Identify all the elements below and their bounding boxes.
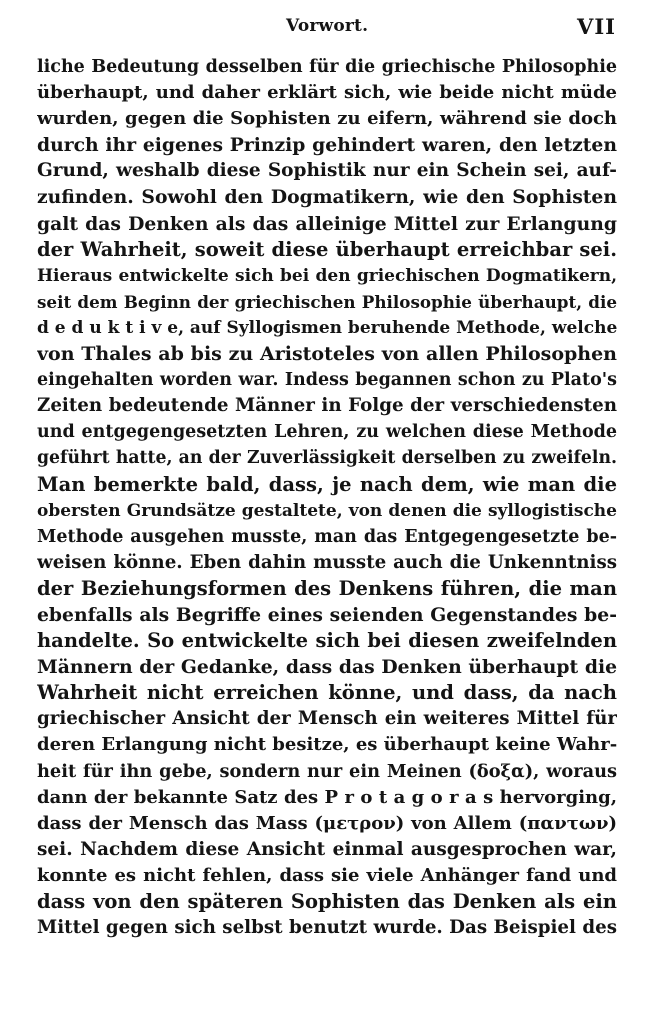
- text-line: heit für ihn gebe, sondern nur ein Meinen (δοξα), woraus: [37, 760, 617, 782]
- text-line: liche Bedeutung desselben für die griechische Philosophie: [37, 57, 617, 77]
- text-line: obersten Grundsätze gestaltete, von denen die syllogistische: [37, 500, 617, 521]
- running-head: Vorwort.: [286, 16, 369, 36]
- text-line: dass der Mensch das Mass (μετρον) von Allem (παντων): [37, 812, 617, 834]
- text-line: Methode ausgehen musste, man das Entgegengesetzte be-: [37, 526, 617, 547]
- text-line: der Wahrheit, soweit diese überhaupt erreichbar sei.: [37, 237, 617, 261]
- text-line: wurden, gegen die Sophisten zu eifern, während sie doch: [37, 108, 617, 130]
- text-line: zufinden. Sowohl den Dogmatikern, wie den Sophisten: [37, 186, 617, 209]
- text-line: griechischer Ansicht der Mensch ein weiteres Mittel für: [37, 708, 617, 730]
- text-line: Hieraus entwickelte sich bei den griechischen Dogmatikern,: [37, 265, 617, 286]
- text-line: eingehalten worden war. Indess begannen schon zu Plato's: [37, 370, 617, 391]
- text-line: dass von den späteren Sophisten das Denken als ein: [37, 890, 617, 913]
- text-line: Man bemerkte bald, dass, je nach dem, wie man die: [37, 472, 617, 496]
- text-line: und entgegengesetzten Lehren, zu welchen diese Methode: [37, 422, 617, 443]
- text-line: handelte. So entwickelte sich bei diesen zweifelnden: [37, 629, 617, 653]
- text-line: überhaupt, und daher erklärt sich, wie beide nicht müde: [37, 82, 617, 104]
- page-header: [0, 14, 652, 48]
- text-line: Mittel gegen sich selbst benutzt wurde. Das Beispiel des: [37, 917, 617, 939]
- text-line: sei. Nachdem diese Ansicht einmal ausgesprochen war,: [37, 838, 617, 860]
- text-line: ebenfalls als Begriffe eines seienden Gegenstandes be-: [37, 603, 617, 626]
- text-line: durch ihr eigenes Prinzip gehindert waren, den letzten: [37, 134, 617, 157]
- page-number: VII: [577, 14, 616, 39]
- text-line: dann der bekannte Satz des P r o t a g o r a s hervorging,: [37, 786, 617, 808]
- text-line: Wahrheit nicht erreichen könne, und dass, da nach: [37, 681, 617, 705]
- text-line: Männern der Gedanke, dass das Denken überhaupt die: [37, 656, 617, 679]
- text-line: Grund, weshalb diese Sophistik nur ein Schein sei, auf-: [37, 160, 617, 182]
- text-line: d e d u k t i v e, auf Syllogismen beruhende Methode, welche: [37, 317, 617, 338]
- text-line: Zeiten bedeutende Männer in Folge der verschiedensten: [37, 395, 617, 417]
- text-line: der Beziehungsformen des Denkens führen, die man: [37, 576, 617, 600]
- text-line: seit dem Beginn der griechischen Philosophie überhaupt, die: [37, 291, 617, 312]
- body-text: [37, 54, 617, 941]
- text-line: weisen könne. Eben dahin musste auch die Unkenntniss: [37, 551, 617, 573]
- text-line: galt das Denken als das alleinige Mittel zur Erlangung: [37, 212, 617, 235]
- text-line: deren Erlangung nicht besitze, es überhaupt keine Wahr-: [37, 734, 617, 756]
- text-line: von Thales ab bis zu Aristoteles von allen Philosophen: [37, 343, 617, 366]
- text-line: konnte es nicht fehlen, dass sie viele Anhänger fand und: [37, 864, 617, 886]
- text-line: geführt hatte, an der Zuverlässigkeit derselben zu zweifeln.: [37, 448, 617, 469]
